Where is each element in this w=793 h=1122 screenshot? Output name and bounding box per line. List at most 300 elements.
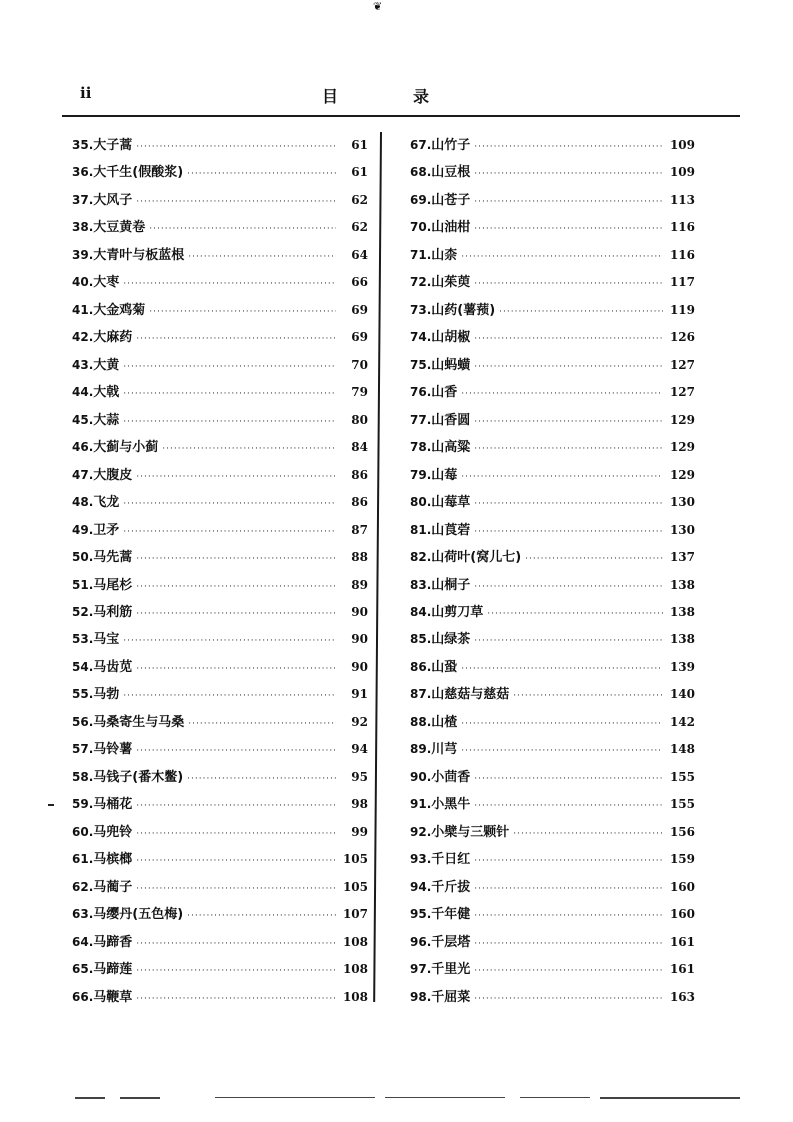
leader-dots (136, 334, 336, 344)
toc-entry (410, 958, 695, 985)
entry-page: 116 (669, 247, 695, 262)
entry-name: 山药(薯蓣) (431, 302, 496, 318)
entry-page: 90 (351, 632, 368, 647)
toc-entry (72, 134, 368, 161)
leader-dots (149, 307, 336, 317)
entry-name: 马鞭草 (93, 989, 133, 1005)
margin-mark (48, 804, 54, 806)
entry-page: 161 (669, 934, 695, 949)
entry-number: 71. (410, 247, 432, 262)
entry-name: 马缨丹(五色梅) (93, 907, 184, 923)
toc-entry (72, 189, 368, 216)
toc-entry (72, 683, 368, 710)
toc-entry (72, 161, 368, 188)
entry-number: 58. (72, 769, 94, 784)
entry-name: 千日红 (431, 852, 471, 868)
toc-entry (410, 793, 695, 820)
entry-number: 85. (410, 632, 432, 647)
entry-name: 马宝 (93, 632, 120, 648)
leader-dots (187, 169, 336, 179)
leader-dots (123, 636, 336, 646)
entry-page: 155 (669, 797, 695, 812)
entry-page: 62 (351, 220, 368, 235)
entry-page: 163 (669, 989, 695, 1004)
entry-page: 130 (669, 495, 695, 510)
entry-number: 97. (410, 962, 432, 977)
entry-number: 69. (410, 192, 432, 207)
entry-number: 53. (72, 632, 94, 647)
toc-entry (72, 766, 368, 793)
leader-dots (123, 499, 336, 509)
entry-name: 大蓟与小蓟 (93, 440, 159, 456)
leader-dots (474, 334, 663, 344)
leader-dots (461, 664, 663, 674)
entry-number: 81. (410, 522, 432, 537)
entry-page: 140 (669, 687, 695, 702)
entry-page: 129 (669, 412, 695, 427)
leader-dots (474, 224, 663, 234)
entry-page: 61 (351, 165, 368, 180)
entry-page: 126 (669, 330, 695, 345)
toc-entry (72, 326, 368, 353)
entry-name: 马兜铃 (93, 824, 133, 840)
entry-number: 60. (72, 824, 94, 839)
toc-entry (410, 628, 695, 655)
toc-entry (72, 876, 368, 903)
entry-page: 105 (342, 879, 368, 894)
entry-name: 大千生(假酸浆) (93, 165, 184, 181)
leader-dots (123, 691, 336, 701)
entry-name: 大黄 (93, 357, 120, 373)
entry-page: 86 (351, 495, 368, 510)
entry-name: 马蔺子 (93, 879, 133, 895)
toc-entry (72, 436, 368, 463)
toc-entry (410, 656, 695, 683)
entry-page: 116 (669, 220, 695, 235)
toc-entry (72, 958, 368, 985)
entry-page: 138 (669, 632, 695, 647)
leader-dots (136, 746, 336, 756)
toc-entry (410, 821, 695, 848)
toc-entry (410, 134, 695, 161)
entry-name: 马先蒿 (93, 550, 133, 566)
toc-entry (410, 409, 695, 436)
entry-page: 160 (669, 907, 695, 922)
entry-name: 千里光 (431, 962, 471, 978)
toc-entry (410, 354, 695, 381)
leader-dots (474, 362, 663, 372)
toc-entry (72, 821, 368, 848)
entry-page: 70 (351, 357, 368, 372)
toc-entry (410, 766, 695, 793)
entry-number: 88. (410, 714, 432, 729)
leader-dots (474, 884, 663, 894)
entry-name: 卫矛 (93, 522, 120, 538)
leader-dots (149, 224, 336, 234)
toc-entry (72, 848, 368, 875)
entry-name: 千斤拔 (431, 879, 471, 895)
toc-entry (410, 876, 695, 903)
entry-name: 山香 (431, 385, 458, 401)
leader-dots (162, 444, 336, 454)
entry-number: 38. (72, 220, 94, 235)
entry-name: 千屈菜 (431, 989, 471, 1005)
leader-dots (513, 829, 663, 839)
entry-page: 98 (351, 797, 368, 812)
page-number: ii (80, 84, 92, 102)
entry-name: 山高粱 (431, 440, 471, 456)
leader-dots (474, 142, 663, 152)
toc-entry (72, 491, 368, 518)
toc-entry (72, 216, 368, 243)
toc-entry (72, 244, 368, 271)
entry-number: 79. (410, 467, 432, 482)
entry-name: 山桐子 (431, 577, 471, 593)
entry-name: 马尾杉 (93, 577, 133, 593)
entry-page: 139 (669, 659, 695, 674)
toc-entry (410, 161, 695, 188)
entry-page: 90 (351, 604, 368, 619)
entry-name: 山莓 (431, 467, 458, 483)
entry-name: 山胡椒 (431, 330, 471, 346)
page-title-part2: 录 (413, 87, 430, 106)
entry-number: 84. (410, 604, 432, 619)
entry-number: 74. (410, 330, 432, 345)
entry-number: 47. (72, 467, 94, 482)
toc-entry (410, 738, 695, 765)
toc-entry (72, 656, 368, 683)
entry-number: 67. (410, 138, 432, 152)
toc-entry (72, 546, 368, 573)
toc-entry (72, 271, 368, 298)
leader-dots (136, 142, 336, 152)
entry-number: 50. (72, 550, 94, 565)
leader-dots (136, 939, 336, 949)
entry-name: 马利筋 (93, 604, 133, 620)
entry-page: 105 (342, 852, 368, 867)
leader-dots (474, 911, 663, 921)
entry-page: 160 (669, 879, 695, 894)
toc-entry (410, 931, 695, 958)
entry-name: 马桑寄生与马桑 (93, 714, 185, 730)
entry-number: 43. (72, 357, 94, 372)
toc-entry (410, 546, 695, 573)
toc-entry (410, 519, 695, 546)
entry-page: 117 (669, 275, 695, 290)
entry-name: 大麻药 (93, 330, 133, 346)
toc-entry (410, 216, 695, 243)
entry-page: 119 (669, 302, 695, 317)
entry-name: 山莨菪 (431, 522, 471, 538)
entry-name: 山蛩 (431, 659, 458, 675)
entry-page: 84 (351, 440, 368, 455)
entry-name: 山蚂蟥 (431, 357, 471, 373)
toc-entry (410, 711, 695, 738)
entry-number: 87. (410, 687, 432, 702)
leader-dots (474, 966, 663, 976)
entry-name: 飞龙 (93, 495, 120, 511)
entry-page: 69 (351, 330, 368, 345)
entry-name: 小黑牛 (431, 797, 471, 813)
leader-dots (499, 307, 663, 317)
entry-page: 87 (351, 522, 368, 537)
entry-page: 138 (669, 604, 695, 619)
entry-number: 56. (72, 714, 94, 729)
leader-dots (474, 499, 663, 509)
entry-name: 小檗与三颗针 (431, 824, 510, 840)
entry-name: 小茴香 (431, 769, 471, 785)
toc-entry (72, 574, 368, 601)
entry-page: 88 (351, 550, 368, 565)
entry-page: 129 (669, 440, 695, 455)
bottom-scan-artifact (215, 1097, 375, 1098)
entry-number: 98. (410, 989, 432, 1004)
entry-page: 127 (669, 385, 695, 400)
entry-number: 66. (72, 989, 94, 1004)
entry-name: 大豆黄卷 (93, 220, 146, 236)
entry-page: 66 (351, 275, 368, 290)
entry-number: 70. (410, 220, 432, 235)
leader-dots (123, 389, 336, 399)
entry-number: 77. (410, 412, 432, 427)
entry-name: 山竹子 (431, 138, 471, 153)
entry-name: 山荷叶(窝儿七) (431, 550, 522, 566)
toc-entry (410, 381, 695, 408)
entry-page: 62 (351, 192, 368, 207)
entry-page: 95 (351, 769, 368, 784)
entry-number: 59. (72, 797, 94, 812)
page-title-part1: 目 (322, 87, 339, 106)
leader-dots (136, 966, 336, 976)
entry-name: 马槟榔 (93, 852, 133, 868)
leader-dots (461, 389, 663, 399)
column-divider (373, 132, 382, 1002)
entry-number: 89. (410, 742, 432, 757)
bottom-scan-artifact (385, 1097, 505, 1098)
toc-entry (72, 354, 368, 381)
entry-name: 大蒜 (93, 412, 120, 428)
toc-right-column (410, 134, 695, 1013)
leader-dots (474, 169, 663, 179)
bottom-scan-artifact (520, 1097, 590, 1098)
entry-page: 109 (669, 165, 695, 180)
entry-page: 90 (351, 659, 368, 674)
entry-page: 155 (669, 769, 695, 784)
leader-dots (188, 252, 336, 262)
leader-dots (136, 609, 336, 619)
entry-page: 108 (342, 934, 368, 949)
entry-page: 86 (351, 467, 368, 482)
entry-page: 161 (669, 962, 695, 977)
entry-number: 75. (410, 357, 432, 372)
entry-page: 107 (342, 907, 368, 922)
top-scan-mark: ❦ (373, 0, 383, 13)
entry-name: 大子蒿 (93, 138, 133, 153)
entry-number: 96. (410, 934, 432, 949)
entry-page: 80 (351, 412, 368, 427)
leader-dots (136, 829, 336, 839)
toc-entry (410, 683, 695, 710)
toc-entry (410, 271, 695, 298)
toc-entry (72, 903, 368, 930)
leader-dots (474, 527, 663, 537)
toc-entry (410, 244, 695, 271)
entry-number: 65. (72, 962, 94, 977)
entry-name: 马蹄香 (93, 934, 133, 950)
leader-dots (474, 582, 663, 592)
entry-number: 62. (72, 879, 94, 894)
entry-number: 86. (410, 659, 432, 674)
entry-name: 大戟 (93, 385, 120, 401)
entry-number: 51. (72, 577, 94, 592)
entry-page: 109 (669, 138, 695, 152)
entry-number: 44. (72, 385, 94, 400)
leader-dots (136, 994, 336, 1004)
toc-entry (410, 903, 695, 930)
leader-dots (136, 884, 336, 894)
entry-number: 68. (410, 165, 432, 180)
entry-page: 64 (351, 247, 368, 262)
leader-dots (474, 774, 663, 784)
entry-name: 千年健 (431, 907, 471, 923)
entry-name: 山茱萸 (431, 275, 471, 291)
entry-name: 马桶花 (93, 797, 133, 813)
entry-name: 山香圆 (431, 412, 471, 428)
entry-number: 37. (72, 192, 94, 207)
leader-dots (136, 554, 336, 564)
entry-number: 52. (72, 604, 94, 619)
toc-entry (410, 491, 695, 518)
toc-entry (410, 189, 695, 216)
entry-number: 73. (410, 302, 432, 317)
entry-name: 山豆根 (431, 165, 471, 181)
toc-entry (72, 931, 368, 958)
leader-dots (136, 801, 336, 811)
entry-number: 42. (72, 330, 94, 345)
leader-dots (187, 774, 336, 784)
entry-name: 大枣 (93, 275, 120, 291)
entry-number: 35. (72, 138, 94, 152)
toc-entry (72, 711, 368, 738)
leader-dots (136, 664, 336, 674)
leader-dots (487, 609, 663, 619)
leader-dots (136, 856, 336, 866)
entry-number: 36. (72, 165, 94, 180)
entry-page: 79 (351, 385, 368, 400)
leader-dots (474, 636, 663, 646)
toc-entry (410, 601, 695, 628)
leader-dots (136, 472, 336, 482)
leader-dots (136, 197, 336, 207)
bottom-scan-artifact (75, 1097, 105, 1099)
toc-entry (72, 628, 368, 655)
toc-left-column (72, 134, 368, 1013)
toc-entry (72, 299, 368, 326)
header-rule (62, 115, 740, 117)
leader-dots (123, 279, 336, 289)
leader-dots (474, 197, 663, 207)
toc-entry (72, 738, 368, 765)
entry-name: 大风子 (93, 192, 133, 208)
bottom-scan-artifact (120, 1097, 160, 1099)
entry-page: 129 (669, 467, 695, 482)
entry-name: 山楂 (431, 714, 458, 730)
bottom-scan-artifact (600, 1097, 740, 1099)
toc-entry (410, 848, 695, 875)
entry-page: 148 (669, 742, 695, 757)
entry-number: 92. (410, 824, 432, 839)
entry-number: 72. (410, 275, 432, 290)
leader-dots (461, 719, 663, 729)
leader-dots (474, 417, 663, 427)
leader-dots (474, 801, 663, 811)
toc-entry (410, 464, 695, 491)
entry-page: 69 (351, 302, 368, 317)
entry-number: 61. (72, 852, 94, 867)
leader-dots (474, 444, 663, 454)
entry-name: 大腹皮 (93, 467, 133, 483)
entry-number: 55. (72, 687, 94, 702)
entry-name: 千层塔 (431, 934, 471, 950)
entry-page: 89 (351, 577, 368, 592)
entry-page: 142 (669, 714, 695, 729)
entry-number: 76. (410, 385, 432, 400)
entry-number: 57. (72, 742, 94, 757)
entry-name: 马蹄莲 (93, 962, 133, 978)
entry-number: 82. (410, 550, 432, 565)
leader-dots (525, 554, 663, 564)
entry-number: 46. (72, 440, 94, 455)
leader-dots (123, 362, 336, 372)
entry-number: 63. (72, 907, 94, 922)
entry-page: 91 (351, 687, 368, 702)
leader-dots (474, 856, 663, 866)
entry-number: 40. (72, 275, 94, 290)
entry-page: 138 (669, 577, 695, 592)
entry-number: 64. (72, 934, 94, 949)
page-header (70, 84, 730, 108)
leader-dots (461, 252, 663, 262)
leader-dots (474, 994, 663, 1004)
toc-entry (410, 326, 695, 353)
entry-page: 99 (351, 824, 368, 839)
entry-page: 137 (669, 550, 695, 565)
entry-number: 49. (72, 522, 94, 537)
entry-number: 90. (410, 769, 432, 784)
toc-entry (410, 299, 695, 326)
entry-page: 108 (342, 962, 368, 977)
entry-page: 92 (351, 714, 368, 729)
entry-page: 61 (351, 138, 368, 152)
leader-dots (474, 939, 663, 949)
leader-dots (461, 746, 663, 756)
entry-name: 马铃薯 (93, 742, 133, 758)
leader-dots (188, 719, 336, 729)
entry-number: 54. (72, 659, 94, 674)
entry-name: 山剪刀草 (431, 604, 484, 620)
entry-page: 130 (669, 522, 695, 537)
entry-number: 48. (72, 495, 94, 510)
entry-name: 山油柑 (431, 220, 471, 236)
entry-number: 45. (72, 412, 94, 427)
entry-name: 山苍子 (431, 192, 471, 208)
entry-name: 山柰 (431, 247, 458, 263)
entry-number: 91. (410, 797, 432, 812)
entry-number: 93. (410, 852, 432, 867)
entry-number: 83. (410, 577, 432, 592)
entry-page: 127 (669, 357, 695, 372)
leader-dots (461, 472, 663, 482)
